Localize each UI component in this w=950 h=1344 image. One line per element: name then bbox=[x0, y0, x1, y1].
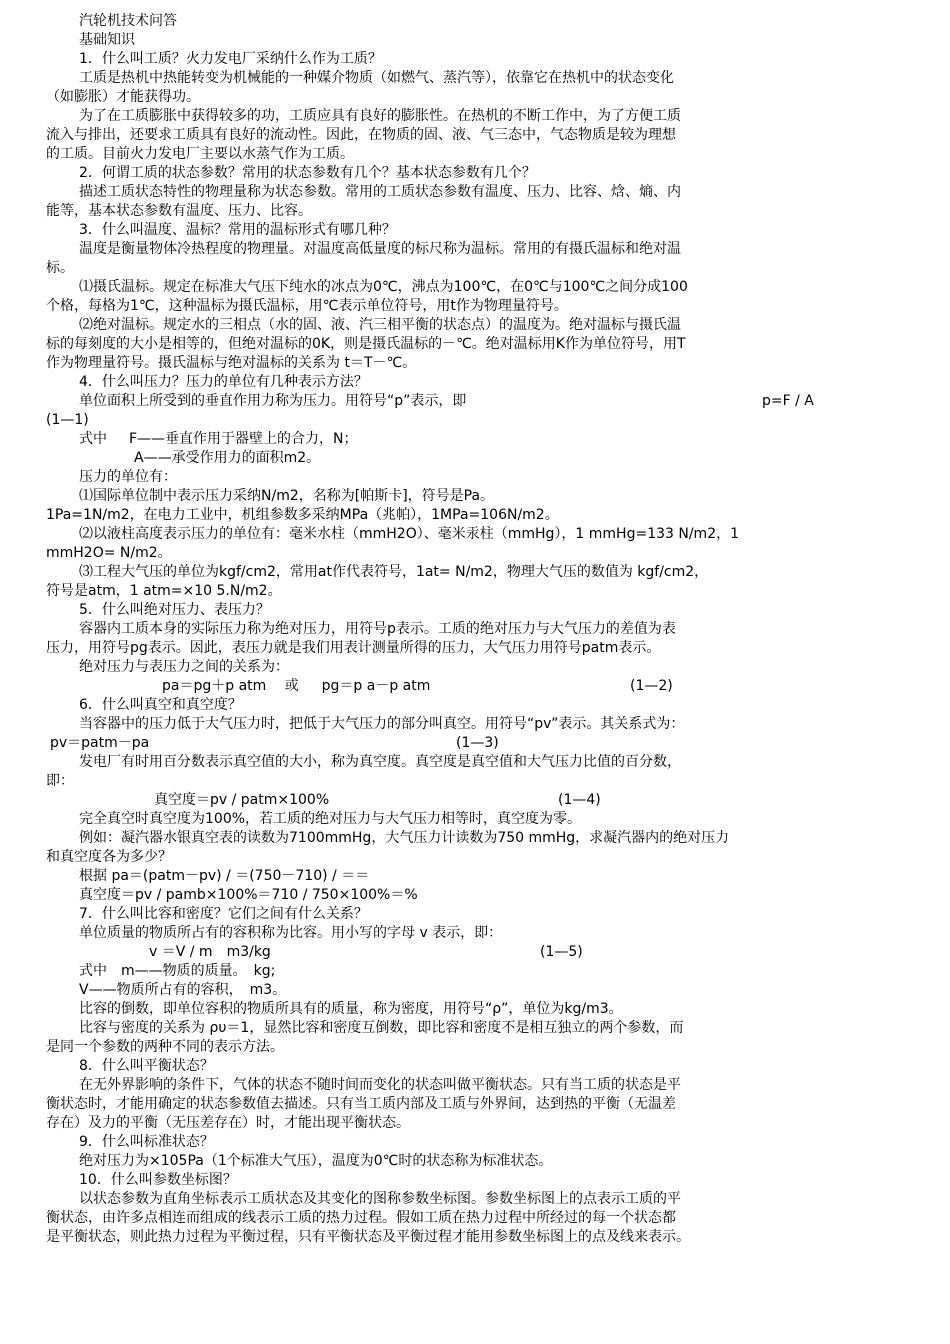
equation-number: (1—3) bbox=[456, 735, 499, 751]
paragraph-line: 个格，每格为1℃，这种温标为摄氏温标，用℃表示单位符号，用t作为物理量符号。 bbox=[46, 298, 568, 314]
document-page bbox=[46, 12, 818, 1247]
question-2: 2．何谓工质的状态参数？常用的状态参数有几个？基本状态参数有几个？ bbox=[79, 165, 536, 181]
calculation-line: 根据 pa＝(patm－pv) / ＝(750－710) / ＝＝ bbox=[79, 868, 370, 884]
paragraph-line: 衡状态，由许多点相连而组成的线表示工质的热力过程。假如工质在热力过程中所经过的每一个状态都 bbox=[46, 1210, 676, 1226]
question-7: 7．什么叫比容和密度？它们之间有什么关系？ bbox=[79, 906, 368, 922]
paragraph-line: 压力的单位有： bbox=[79, 469, 177, 485]
where-line bbox=[46, 430, 818, 449]
paragraph-line: 完全真空时真空度为100%，若工质的绝对压力与大气压力相等时，真空度为零。 bbox=[79, 811, 582, 827]
paragraph-line: 是平衡状态，则此热力过程为平衡过程，只有平衡状态及平衡过程才能用参数坐标图上的点及线来表示。 bbox=[46, 1229, 690, 1245]
question-10: 10．什么叫参数坐标图？ bbox=[79, 1172, 237, 1188]
definition-m: 式中 m——物质的质量。 kg; bbox=[79, 963, 276, 979]
question-4: 4．什么叫压力？压力的单位有几种表示方法？ bbox=[79, 374, 368, 390]
formula-specific-volume: v ＝V / m m3/kg bbox=[149, 944, 271, 960]
paragraph-line: 工质是热机中热能转变为机械能的一种媒介物质（如燃气、蒸汽等），依靠它在热机中的状态变化 bbox=[79, 70, 674, 86]
paragraph-line: 绝对压力为×105Pa（1个标准大气压），温度为0℃时的状态称为标准状态。 bbox=[79, 1153, 553, 1169]
paragraph-line: 比容与密度的关系为 ρυ＝1，显然比容和密度互倒数，即比容和密度不是相互独立的两个参数，而 bbox=[79, 1020, 684, 1036]
paragraph-line: ⑵绝对温标。规定水的三相点（水的固、液、汽三相平衡的状态点）的温度为。绝对温标与摄氏温 bbox=[79, 317, 681, 333]
formula-intro: 单位面积上所受到的垂直作用力称为压力。用符号“p”表示，即 bbox=[79, 393, 467, 409]
calculation-line: 真空度＝pv / pamb×100%＝710 / 750×100%＝% bbox=[79, 887, 418, 903]
paragraph-line: ⑴摄氏温标。规定在标准大气压下纯水的冰点为0℃，沸点为100℃，在0℃与100℃之间分成100 bbox=[79, 279, 688, 295]
paragraph-line: 衡状态时，才能用确定的状态参数值去描述。只有当工质内部及工质与外界间，达到热的平衡（无温差 bbox=[46, 1096, 676, 1112]
paragraph-line: mmH2O= N/m2。 bbox=[46, 545, 172, 561]
question-1: 1．什么叫工质？火力发电厂采纳什么作为工质？ bbox=[79, 51, 382, 67]
paragraph-line: 容器内工质本身的实际压力称为绝对压力，用符号p表示。工质的绝对压力与大气压力的差值为表 bbox=[79, 621, 676, 637]
paragraph-line: 的工质。目前火力发电厂主要以水蒸气作为工质。 bbox=[46, 146, 354, 162]
equation-number: (1—2) bbox=[630, 678, 673, 694]
formula-line bbox=[46, 943, 818, 962]
paragraph-line: 比容的倒数，即单位容积的物质所具有的质量，称为密度，用符号“ρ”，单位为kg/m3。 bbox=[79, 1001, 623, 1017]
formula-line bbox=[46, 791, 818, 810]
paragraph-line: 当容器中的压力低于大气压力时，把低于大气压力的部分叫真空。用符号“pv”表示。其关系式为： bbox=[79, 716, 685, 732]
doc-title: 汽轮机技术问答 bbox=[79, 13, 177, 29]
paragraph-line: 标的每刻度的大小是相等的，但绝对温标的0K，则是摄氏温标的－℃。绝对温标用K作为单位符号，用T bbox=[46, 336, 686, 352]
question-6: 6．什么叫真空和真空度？ bbox=[79, 697, 242, 713]
paragraph-line: ⑵以液柱高度表示压力的单位有：毫米水柱（mmH2O）、毫米汞柱（mmHg），1 mmHg=133 N/m2，1 bbox=[79, 526, 740, 542]
paragraph-line: 绝对压力与表压力之间的关系为： bbox=[79, 659, 289, 675]
paragraph-line: 描述工质状态特性的物理量称为状态参数。常用的工质状态参数有温度、压力、比容、焓、熵、内 bbox=[79, 184, 681, 200]
formula-line bbox=[46, 734, 818, 753]
definition-f: F——垂直作用于器壁上的合力，N； bbox=[129, 431, 358, 447]
paragraph-line: 发电厂有时用百分数表示真空值的大小，称为真空度。真空度是真空值和大气压力比值的百分数， bbox=[79, 754, 681, 770]
paragraph-line: 作为物理量符号。摄氏温标与绝对温标的关系为 t＝T－℃。 bbox=[46, 355, 417, 371]
paragraph-line: ⑴国际单位制中表示压力采纳N/m2，名称为[帕斯卡]，符号是Pa。 bbox=[79, 488, 495, 504]
paragraph-line: ⑶工程大气压的单位为kgf/cm2，常用at作代表符号，1at= N/m2，物理大气压的数值为 kgf/cm2， bbox=[79, 564, 709, 580]
paragraph-line: 例如：凝汽器水银真空表的读数为7100mmHg，大气压力计读数为750 mmHg，求凝汽器内的绝对压力 bbox=[79, 830, 730, 846]
question-5: 5．什么叫绝对压力、表压力？ bbox=[79, 602, 270, 618]
paragraph-line: 能等，基本状态参数有温度、压力、比容。 bbox=[46, 203, 312, 219]
formula-vacuum: pv＝patm－pa bbox=[50, 735, 150, 751]
paragraph-line: 存在）及力的平衡（无压差存在）时，才能出现平衡状态。 bbox=[46, 1115, 410, 1131]
paragraph-line: 符号是atm，1 atm=×10 5.N/m2。 bbox=[46, 583, 282, 599]
formula-absolute-pressure: pa＝pg＋p atm 或 pg＝p a－p atm bbox=[162, 678, 431, 694]
equation-number: (1—1) bbox=[46, 412, 89, 428]
question-9: 9．什么叫标准状态？ bbox=[79, 1134, 214, 1150]
paragraph-line: 是同一个参数的两种不同的表示方法。 bbox=[46, 1039, 284, 1055]
formula-pressure: p=F / A bbox=[762, 393, 814, 409]
equation-number: (1—5) bbox=[540, 944, 583, 960]
paragraph-line: 1Pa=1N/m2，在电力工业中，机组参数多采纳MPa（兆帕），1MPa=106N/m2。 bbox=[46, 507, 559, 523]
paragraph-line: 即： bbox=[46, 773, 74, 789]
paragraph-line: 在无外界影响的条件下，气体的状态不随时间而变化的状态叫做平衡状态。只有当工质的状态是平 bbox=[79, 1077, 681, 1093]
equation-number: (1—4) bbox=[558, 792, 601, 808]
paragraph-line: 流入与排出，还要求工质具有良好的流动性。因此，在物质的固、液、气三态中，气态物质是较为理想 bbox=[46, 127, 676, 143]
section-heading: 基础知识 bbox=[79, 32, 135, 48]
question-8: 8．什么叫平衡状态？ bbox=[79, 1058, 214, 1074]
formula-line bbox=[46, 677, 818, 696]
paragraph-line: 为了在工质膨胀中获得较多的功，工质应具有良好的膨胀性。在热机的不断工作中，为了方便工质 bbox=[79, 108, 681, 124]
paragraph-line: 单位质量的物质所占有的容积称为比容。用小写的字母 v 表示，即： bbox=[79, 925, 503, 941]
paragraph-line: 和真空度各为多少？ bbox=[46, 849, 172, 865]
definition-v: V——物质所占有的容积， m3。 bbox=[79, 982, 287, 998]
definition-a: A——承受作用力的面积m2。 bbox=[134, 450, 321, 466]
where-label: 式中 bbox=[79, 431, 107, 447]
formula-vacuum-degree: 真空度＝pv / patm×100% bbox=[154, 792, 330, 808]
paragraph-line: （如膨胀）才能获得功。 bbox=[46, 89, 200, 105]
paragraph-line: 标。 bbox=[46, 260, 74, 276]
paragraph-line: 压力，用符号pg表示。因此，表压力就是我们用表计测量所得的压力，大气压力用符号patm表示。 bbox=[46, 640, 661, 656]
paragraph-line: 以状态参数为直角坐标表示工质状态及其变化的图称参数坐标图。参数坐标图上的点表示工质的平 bbox=[79, 1191, 681, 1207]
paragraph-line: 温度是衡量物体冷热程度的物理量。对温度高低量度的标尺称为温标。常用的有摄氏温标和绝对温 bbox=[79, 241, 681, 257]
formula-line bbox=[46, 392, 818, 411]
question-3: 3．什么叫温度、温标？常用的温标形式有哪几种？ bbox=[79, 222, 396, 238]
